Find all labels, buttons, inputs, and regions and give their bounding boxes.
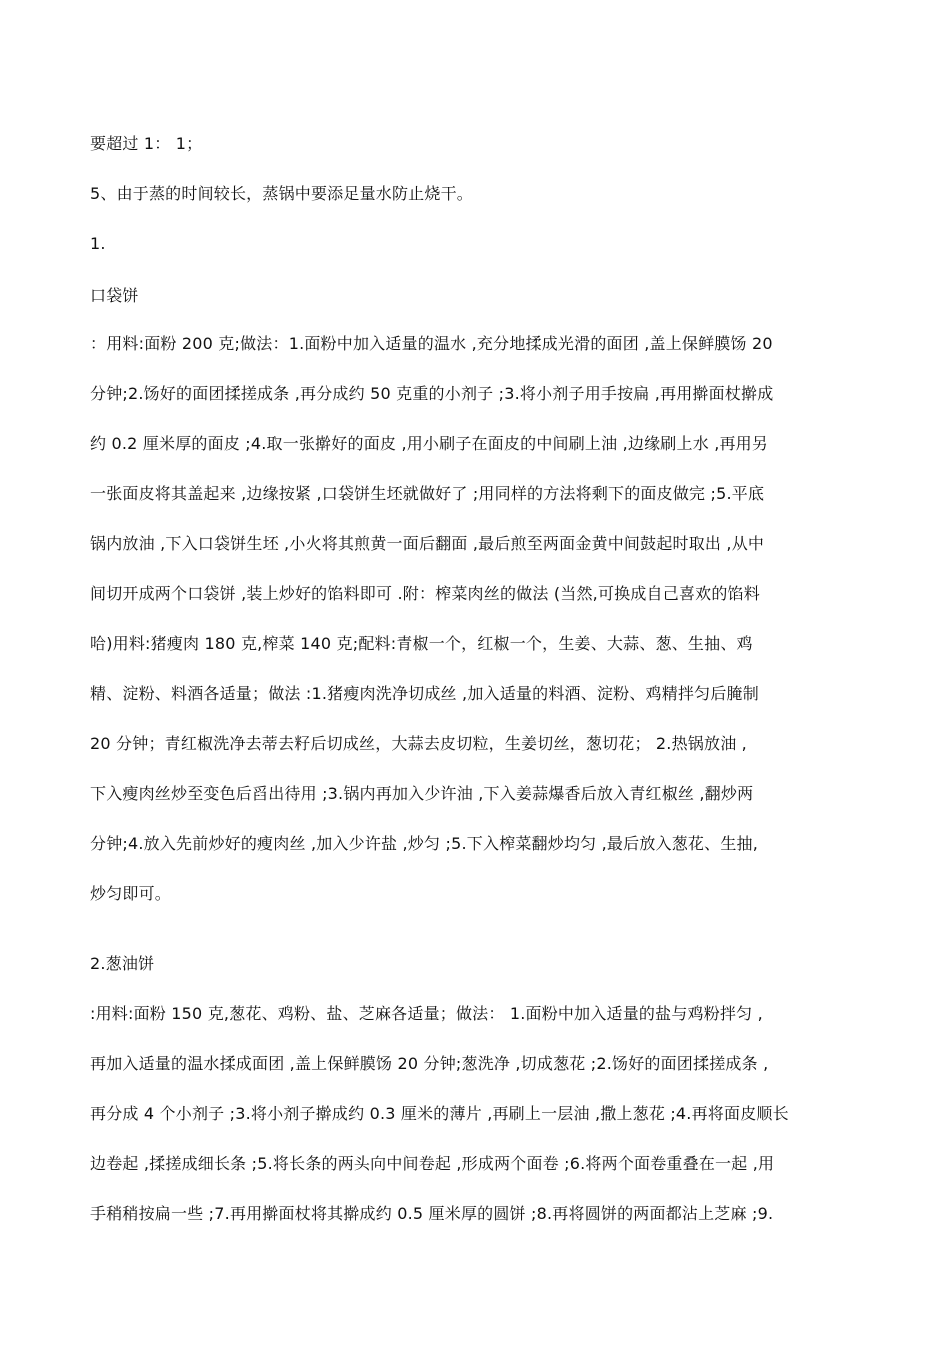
text-line: 20 分钟；青红椒洗净去蒂去籽后切成丝，大蒜去皮切粒，生姜切丝，葱切花； 2.热锅放油 , bbox=[90, 734, 747, 753]
text-line: 间切开成两个口袋饼 ,装上炒好的馅料即可 .附：榨菜肉丝的做法 (当然,可换成自己喜欢的馅料 bbox=[90, 584, 760, 603]
text-line: 边卷起 ,揉搓成细长条 ;5.将长条的两头向中间卷起 ,形成两个面卷 ;6.将两个面卷重叠在一起 ,用 bbox=[90, 1154, 775, 1173]
text-line: 要超过 1： 1； bbox=[90, 134, 203, 153]
text-line: :用料:面粉 150 克,葱花、鸡粉、盐、芝麻各适量；做法： 1.面粉中加入适量的盐与鸡粉拌匀 , bbox=[90, 1004, 763, 1023]
text-line: 手稍稍按扁一些 ;7.再用擀面杖将其擀成约 0.5 厘米厚的圆饼 ;8.再将圆饼的两面都沾上芝麻 ;9. bbox=[90, 1204, 774, 1223]
text-line: ：用料:面粉 200 克;做法：1.面粉中加入适量的温水 ,充分地揉成光滑的面团 ,盖上保鲜膜饧 20 bbox=[90, 334, 773, 353]
text-line: 下入瘦肉丝炒至变色后舀出待用 ;3.锅内再加入少许油 ,下入姜蒜爆香后放入青红椒丝 ,翻炒两 bbox=[90, 784, 754, 803]
text-line: 炒匀即可。 bbox=[90, 884, 172, 903]
text-line: 再加入适量的温水揉成面团 ,盖上保鲜膜饧 20 分钟;葱洗净 ,切成葱花 ;2.饧好的面团揉搓成条 , bbox=[90, 1054, 769, 1073]
recipe-title: 口袋饼 bbox=[90, 286, 139, 305]
text-line: 5、由于蒸的时间较长，蒸锅中要添足量水防止烧干。 bbox=[90, 184, 473, 203]
text-line: 一张面皮将其盖起来 ,边缘按紧 ,口袋饼生坯就做好了 ;用同样的方法将剩下的面皮做完 ;5.平底 bbox=[90, 484, 765, 503]
text-line: 分钟;2.饧好的面团揉搓成条 ,再分成约 50 克重的小剂子 ;3.将小剂子用手按扁 ,再用擀面杖擀成 bbox=[90, 384, 774, 403]
text-line: 再分成 4 个小剂子 ;3.将小剂子擀成约 0.3 厘米的薄片 ,再刷上一层油 ,撒上葱花 ;4.再将面皮顺长 bbox=[90, 1104, 789, 1123]
text-line: 约 0.2 厘米厚的面皮 ;4.取一张擀好的面皮 ,用小刷子在面皮的中间刷上油 ,边缘刷上水 ,再用另 bbox=[90, 434, 769, 453]
section-number: 1. bbox=[90, 234, 106, 253]
text-line: 锅内放油 ,下入口袋饼生坯 ,小火将其煎黄一面后翻面 ,最后煎至两面金黄中间鼓起时取出 ,从中 bbox=[90, 534, 765, 553]
text-line: 哈)用料:猪瘦肉 180 克,榨菜 140 克;配料:青椒一个，红椒一个，生姜、大蒜、葱、生抽、鸡 bbox=[90, 634, 753, 653]
recipe-title: 2.葱油饼 bbox=[90, 954, 155, 973]
text-line: 精、淀粉、料酒各适量；做法 :1.猪瘦肉洗净切成丝 ,加入适量的料酒、淀粉、鸡精拌匀后腌制 bbox=[90, 684, 759, 703]
text-line: 分钟;4.放入先前炒好的瘦肉丝 ,加入少许盐 ,炒匀 ;5.下入榨菜翻炒均匀 ,最后放入葱花、生抽, bbox=[90, 834, 759, 853]
